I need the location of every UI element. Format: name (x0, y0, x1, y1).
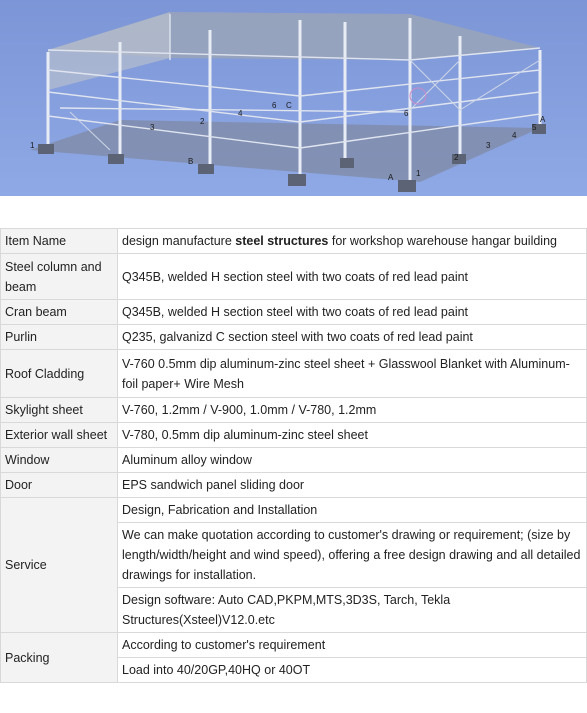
service-item: We can make quotation according to customer's drawing or requirement; (size by length/width/height and wind speed), offering a free design drawing and all detailed drawings for installation. (118, 522, 586, 587)
table-row (1, 633, 587, 683)
row-label: Item Name (1, 229, 118, 254)
table-row (1, 300, 587, 325)
row-value: Q235, galvanizd C section steel with two coats of red lead paint (118, 325, 587, 350)
row-label: Exterior wall sheet (1, 423, 118, 448)
grid-mark: 1 (416, 169, 421, 178)
table-row (1, 254, 587, 300)
row-label: Steel column and beam (1, 254, 118, 300)
row-value (118, 633, 587, 683)
grid-mark: 6 (404, 109, 409, 118)
service-item: Design, Fabrication and Installation (122, 503, 318, 517)
grid-mark: 3 (486, 141, 491, 150)
grid-mark: 5 (532, 123, 537, 132)
grid-mark: B (188, 157, 194, 166)
row-value (118, 498, 587, 633)
row-label: Skylight sheet (1, 398, 118, 423)
table-row (1, 398, 587, 423)
row-label: Purlin (1, 325, 118, 350)
grid-mark: 4 (238, 109, 243, 118)
row-value: Q345B, welded H section steel with two coats of red lead paint (118, 300, 587, 325)
row-value: V-760 0.5mm dip aluminum-zinc steel sheet + Glasswool Blanket with Aluminum-foil paper+ Wire Mesh (118, 350, 587, 398)
row-label: Door (1, 473, 118, 498)
table-row (1, 498, 587, 633)
row-label: Service (1, 498, 118, 633)
grid-mark: 2 (454, 153, 459, 162)
row-value: EPS sandwich panel sliding door (118, 473, 587, 498)
packing-item: According to customer's requirement (122, 638, 326, 652)
packing-item: Load into 40/20GP,40HQ or 40OT (118, 657, 586, 682)
row-value: V-780, 0.5mm dip aluminum-zinc steel sheet (118, 423, 587, 448)
grid-mark: 6 (272, 101, 277, 110)
grid-mark: A (388, 173, 394, 182)
grid-mark: 4 (512, 131, 517, 140)
grid-mark: 2 (200, 117, 205, 126)
row-value-text: design manufacture (122, 234, 236, 248)
row-label: Cran beam (1, 300, 118, 325)
row-value: Aluminum alloy window (118, 448, 587, 473)
table-row (1, 325, 587, 350)
grid-mark: C (286, 101, 292, 110)
row-value-bold: steel structures (235, 234, 329, 248)
table-row (1, 350, 587, 398)
row-label: Packing (1, 633, 118, 683)
product-spec-table (0, 228, 587, 683)
row-value-text: for workshop warehouse hangar building (328, 234, 557, 248)
row-value (118, 229, 587, 254)
table-row (1, 423, 587, 448)
service-item: Design software: Auto CAD,PKPM,MTS,3D3S, Tarch, Tekla Structures(Xsteel)V12.0.etc (118, 587, 586, 632)
row-value: V-760, 1.2mm / V-900, 1.0mm / V-780, 1.2mm (118, 398, 587, 423)
steel-frame-illustration (0, 0, 587, 196)
table-row (1, 473, 587, 498)
grid-mark: A (540, 115, 546, 124)
row-label: Window (1, 448, 118, 473)
table-row (1, 448, 587, 473)
row-value: Q345B, welded H section steel with two coats of red lead paint (118, 254, 587, 300)
grid-mark: 3 (150, 123, 155, 132)
table-row (1, 229, 587, 254)
grid-mark: 1 (30, 141, 35, 150)
steel-structure-image (0, 0, 587, 196)
row-label: Roof Cladding (1, 350, 118, 398)
